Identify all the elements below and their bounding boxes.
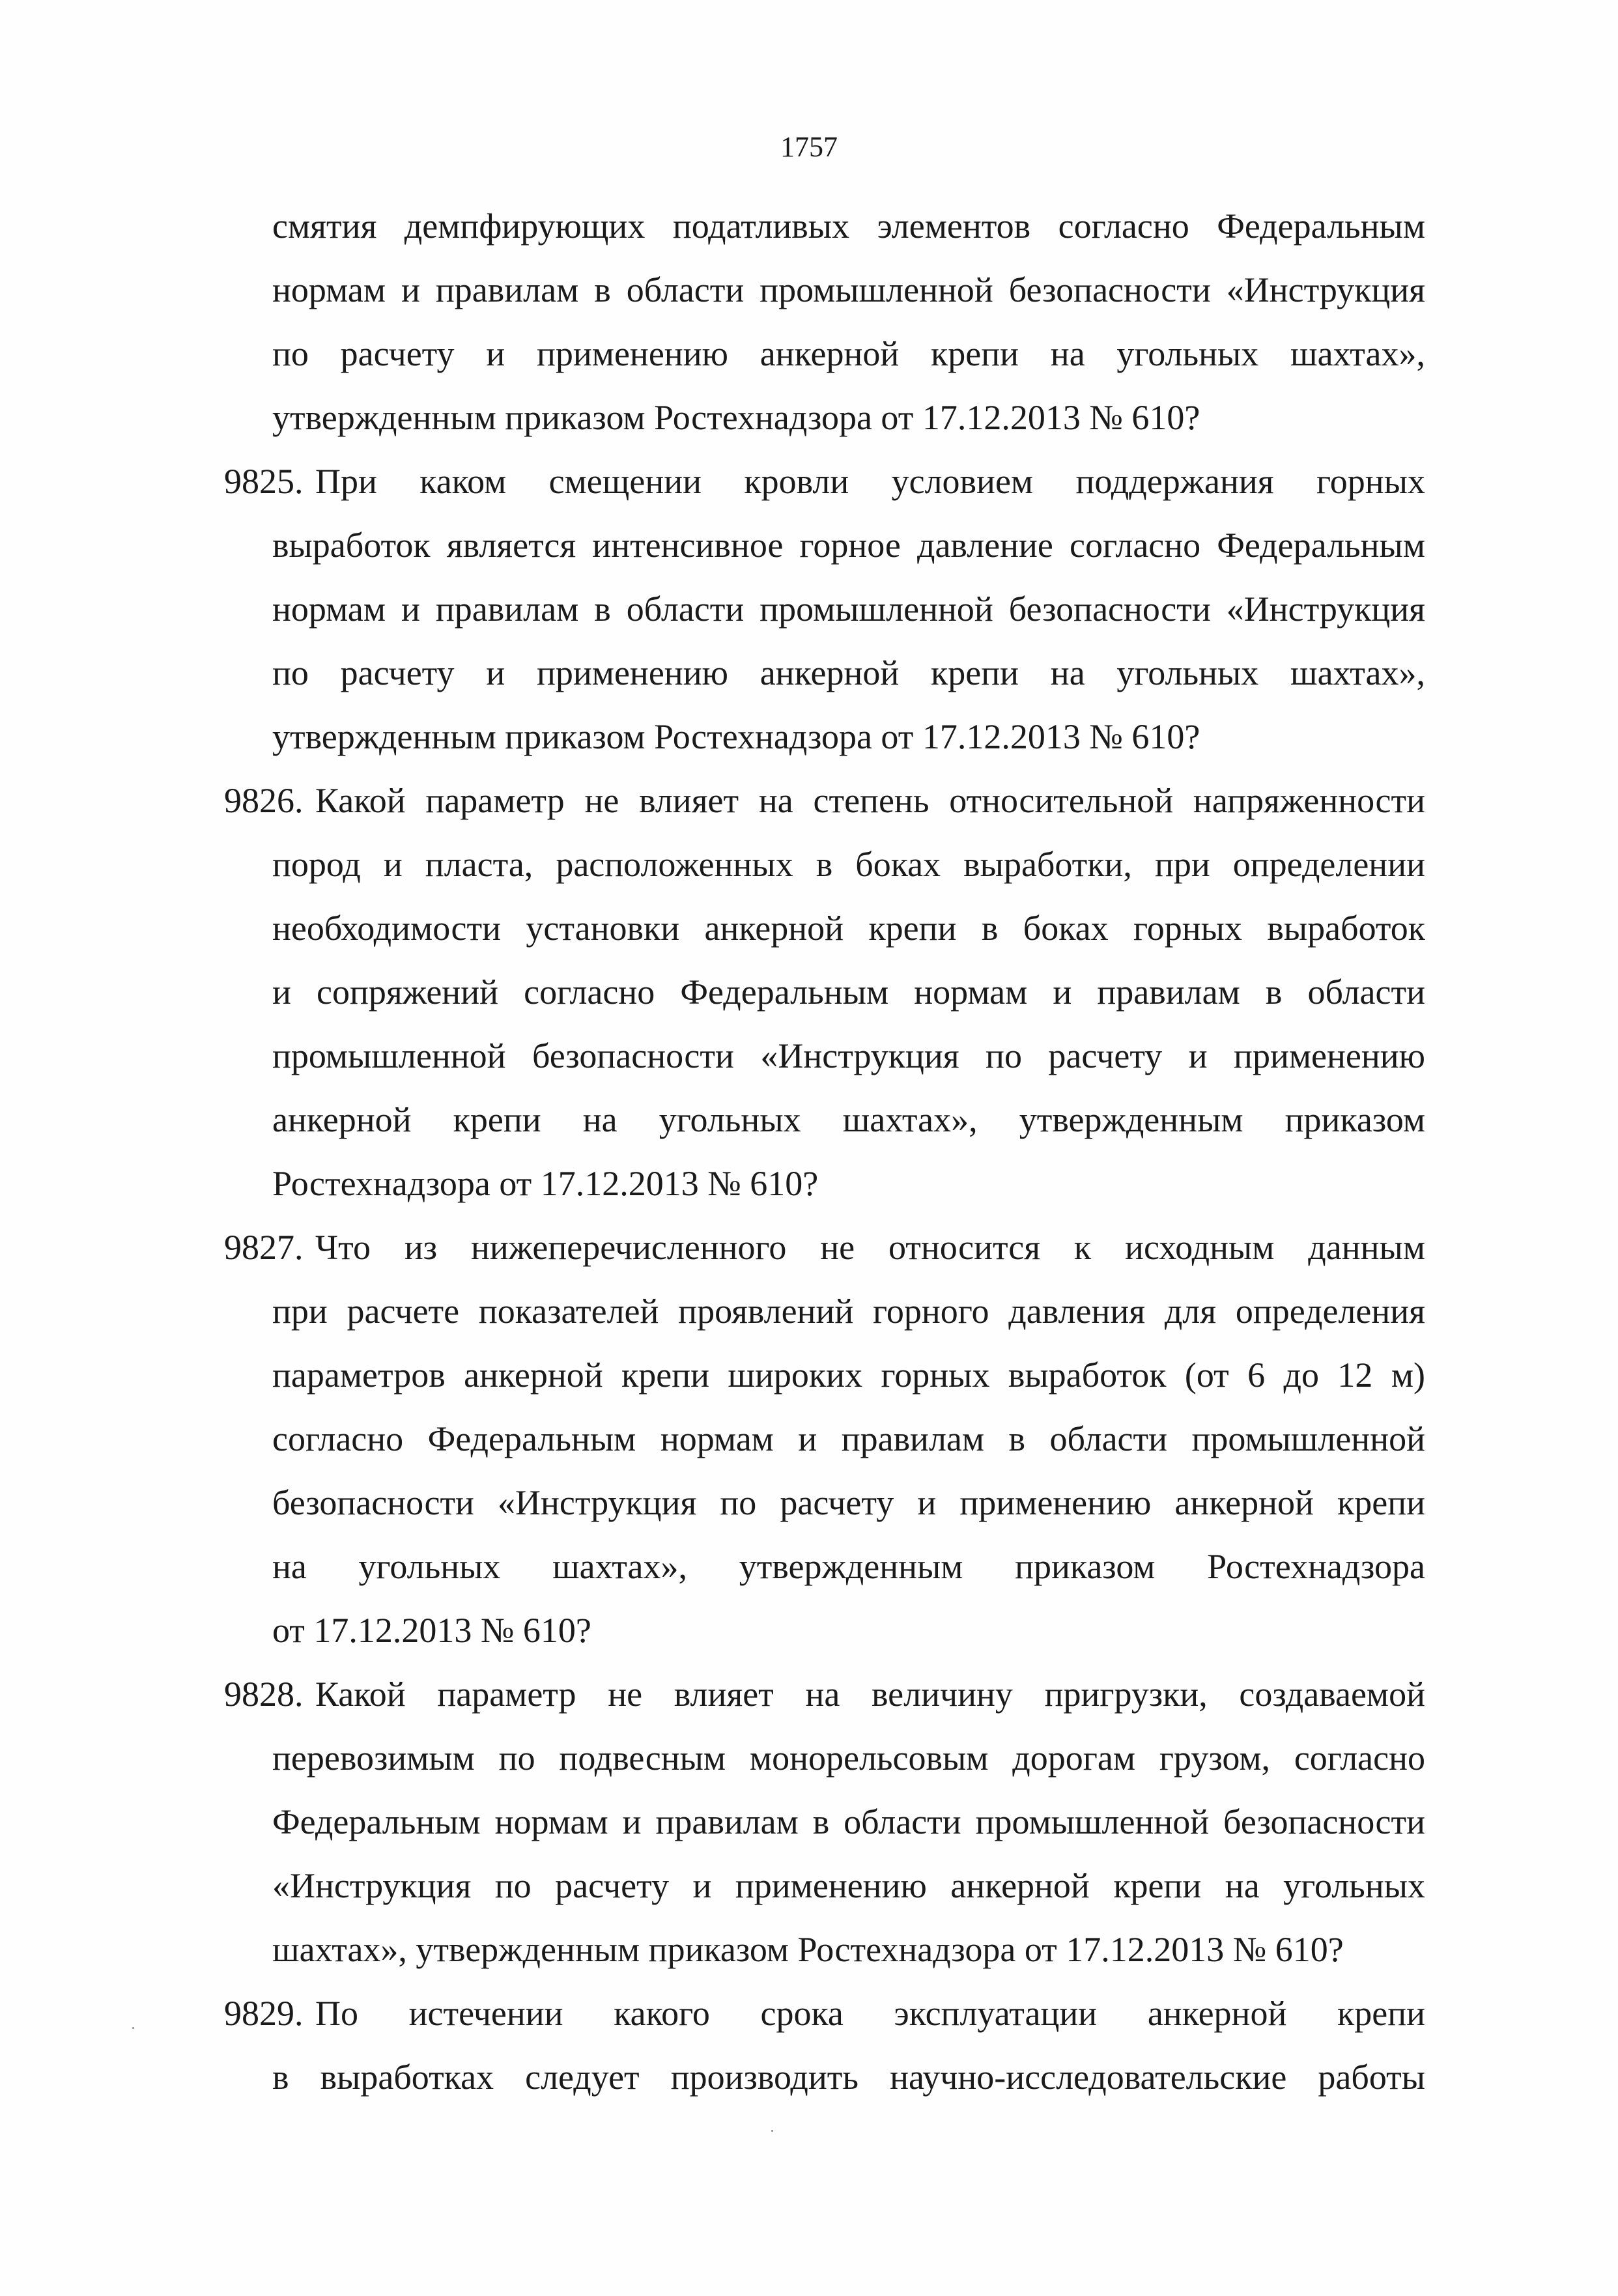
question-line: пород и пласта, расположенных в боках выработки, при определении: [272, 845, 1425, 884]
question-line: анкерной крепи на угольных шахтах», утвержденным приказом: [272, 1100, 1425, 1139]
question-line: перевозимым по подвесным монорельсовым дорогам грузом, согласно: [272, 1738, 1425, 1778]
question-line: согласно Федеральным нормам и правилам в области промышленной: [272, 1419, 1425, 1458]
question-number: 9827.: [224, 1228, 304, 1267]
question-line: Ростехнадзора от 17.12.2013 № 610?: [272, 1164, 819, 1203]
question-line: утвержденным приказом Ростехнадзора от 17.12.2013 № 610?: [272, 398, 1200, 437]
question-line: промышленной безопасности «Инструкция по расчету и применению: [272, 1036, 1425, 1075]
question-line: безопасности «Инструкция по расчету и применению анкерной крепи: [272, 1483, 1425, 1522]
question-line: нормам и правилам в области промышленной безопасности «Инструкция: [272, 589, 1425, 629]
question-line: «Инструкция по расчету и применению анкерной крепи на угольных: [272, 1866, 1425, 1905]
scan-speck: [132, 2027, 134, 2029]
question-number: 9829.: [224, 1994, 304, 2033]
question-line: при расчете показателей проявлений горного давления для определения: [272, 1292, 1425, 1331]
question-line: по расчету и применению анкерной крепи на угольных шахтах»,: [272, 653, 1425, 692]
question-line: утвержденным приказом Ростехнадзора от 17.12.2013 № 610?: [272, 717, 1200, 756]
question-line: по расчету и применению анкерной крепи на угольных шахтах»,: [272, 334, 1425, 373]
question-line: шахтах», утвержденным приказом Ростехнадзора от 17.12.2013 № 610?: [272, 1930, 1344, 1969]
question-line: нормам и правилам в области промышленной безопасности «Инструкция: [272, 270, 1425, 309]
question-line: в выработках следует производить научно-исследовательские работы: [272, 2058, 1425, 2097]
question-line: выработок является интенсивное горное давление согласно Федеральным: [272, 526, 1425, 565]
question-line: смятия демпфирующих податливых элементов согласно Федеральным: [272, 206, 1425, 246]
question-line: Какой параметр не влияет на величину пригрузки, создаваемой: [315, 1675, 1425, 1714]
question-number: 9826.: [224, 781, 304, 820]
page-number: 1757: [780, 131, 838, 163]
question-line: Что из нижеперечисленного не относится к исходным данным: [315, 1228, 1425, 1267]
question-line: Федеральным нормам и правилам в области промышленной безопасности: [272, 1802, 1425, 1841]
question-line: Какой параметр не влияет на степень относительной напряженности: [315, 781, 1425, 820]
question-line: По истечении какого срока эксплуатации анкерной крепи: [315, 1994, 1425, 2033]
question-line: необходимости установки анкерной крепи в боках горных выработок: [272, 909, 1425, 948]
question-number: 9828.: [224, 1675, 304, 1714]
question-line: на угольных шахтах», утвержденным приказом Ростехнадзора: [272, 1547, 1425, 1586]
question-line: от 17.12.2013 № 610?: [272, 1611, 591, 1650]
scan-speck: [771, 2130, 773, 2132]
question-line: и сопряжений согласно Федеральным нормам и правилам в области: [272, 972, 1425, 1012]
question-line: При каком смещении кровли условием поддержания горных: [315, 462, 1425, 501]
question-number: 9825.: [224, 462, 304, 501]
question-line: параметров анкерной крепи широких горных выработок (от 6 до 12 м): [272, 1355, 1425, 1395]
